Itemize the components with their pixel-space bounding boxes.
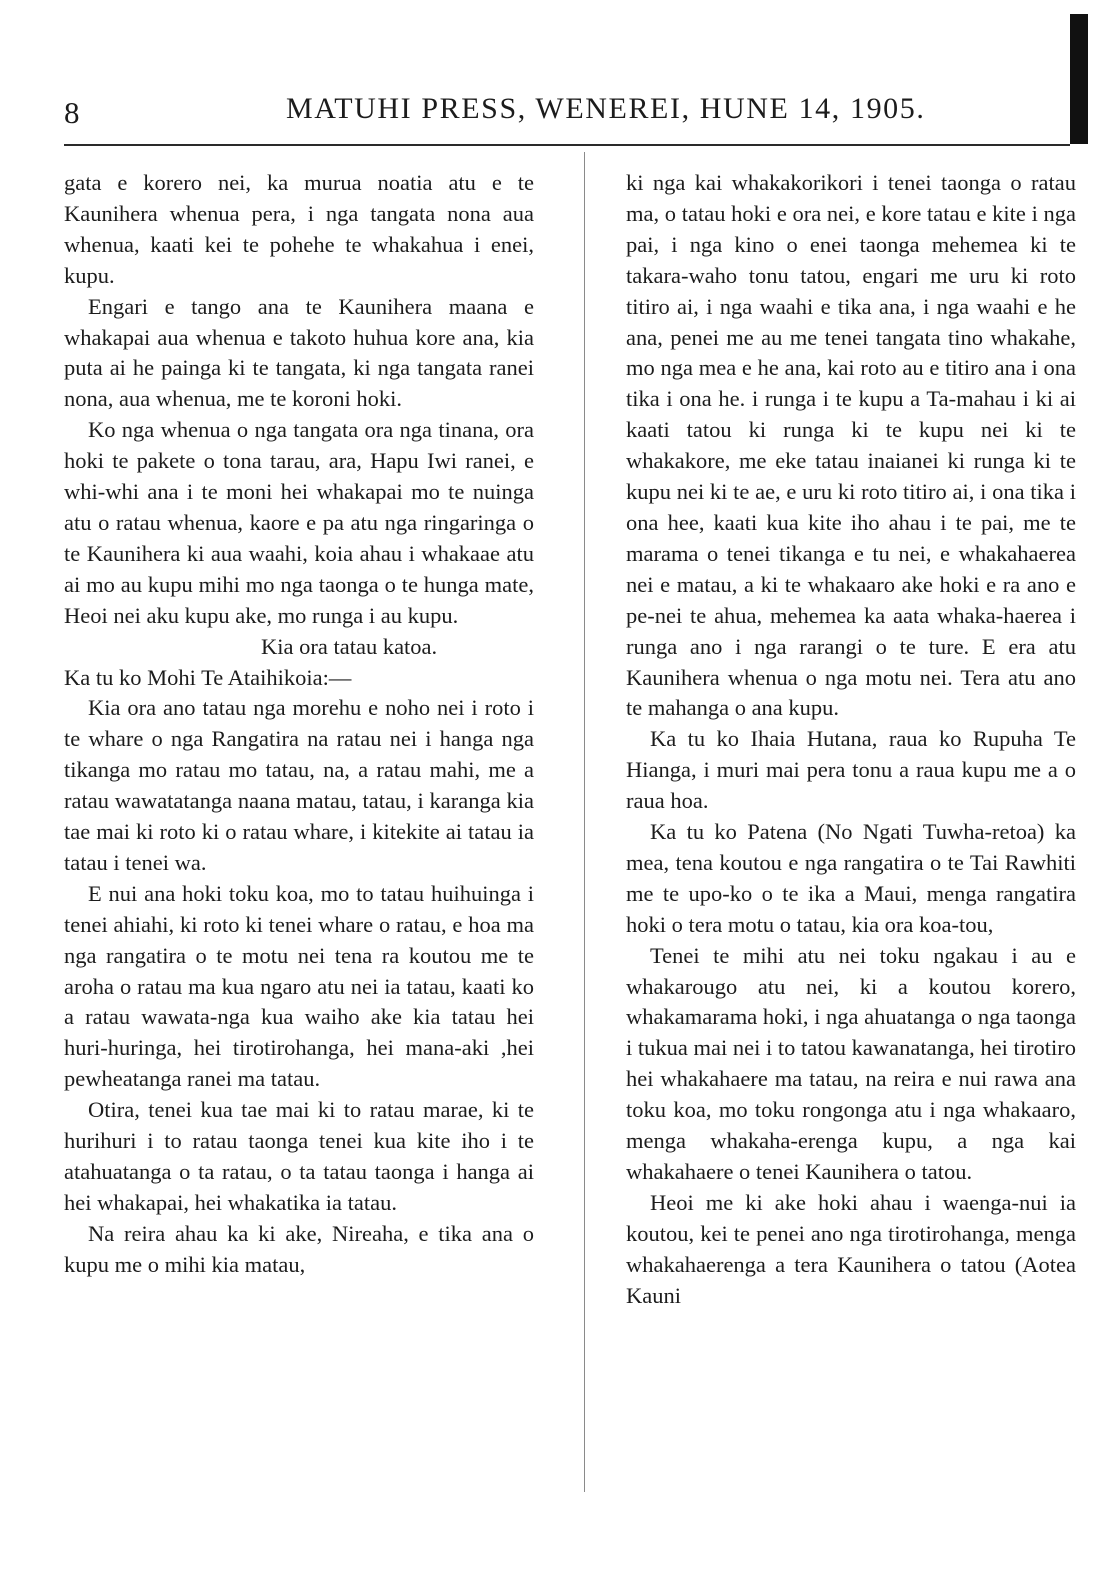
paragraph: Ko nga whenua o nga tangata ora nga tinana, ora hoki te pakete o tona tarau, ara, Hapu Iwi ranei, e whi-whi ana i te moni hei whakapai mo te nuinga atu o ratau whenua, kaore e pa atu nga ringaringa o te Kaunihera ki aua waahi, koia ahau i whakaae atu ai mo au kupu mihi mo nga taonga o te hunga mate, Heoi nei aku kupu ake, mo runga i au kupu. <box>64 417 534 628</box>
paragraph: Ka tu ko Ihaia Hutana, raua ko Rupuha Te Hianga, i muri mai pera tonu a raua kupu me a o raua hoa. <box>626 726 1076 814</box>
right-column <box>626 168 1076 1312</box>
scan-edge-mark <box>1070 14 1088 144</box>
signoff-line: Kia ora tatau katoa. <box>261 633 438 659</box>
paragraph: Tenei te mihi atu nei toku ngakau i au e whakarougo atu nei, ki a koutou korero, whakamarama hoki, i nga ahuatanga o nga taonga i tukua mai nei i to tatou kawanatanga, hei tirotiro hei whakahaere ma tatau, na reira e nui rawa ana toku koa, mo toku rongonga atu i nga whakaaro, menga whakaha-erenga kupu, a nga kai whakahaere o tenei Kaunihera o tatou. <box>626 942 1076 1184</box>
header-rule <box>64 144 1070 146</box>
paragraph: Ka tu ko Patena (No Ngati Tuwha-retoa) ka mea, tena koutou e nga rangatira o te Tai Rawhiti me te upo-ko o te ika a Maui, menga rangatira hoki o tera motu o tatau, kia ora koa-tou, <box>626 819 1076 937</box>
paragraph: Engari e tango ana te Kaunihera maana e whakapai aua whenua e takoto huhua kore ana, kia puta ai he painga ki te tangata, ki nga tangata ranei nona, aua whenua, me te koroni hoki. <box>64 293 534 412</box>
paragraph: E nui ana hoki toku koa, mo to tatau huihuinga i tenei ahiahi, ki roto ki tenei whare o ratau, e hoa ma nga rangatira o te motu nei tena ra koutou me te aroha o ratau ma kua ngaro atu nei ia tatau, kaati ko a ratau wawata-nga kua waiho ake kia tatau hei huri-huringa, hei tirotirohanga, hei mana-aki ,hei pewheatanga ranei ma tatau. <box>64 880 534 1092</box>
paragraph: Heoi me ki ake hoki ahau i waenga-nui ia koutou, kei te penei ano nga tirotirohanga, menga whakahaerenga a tera Kaunihera o tatou (Aotea Kauni <box>626 1189 1076 1308</box>
left-column <box>64 168 534 1281</box>
paragraph: Kia ora ano tatau nga morehu e noho nei i roto i te whare o nga Rangatira na ratau nei i hanga nga tikanga mo ratau mo tatau, na, a ratau mahi, me a ratau wawatatanga naana matau, tatau, i karanga kia tae mai ki roto ki o ratau whare, i kitekite ai tatau ia tatau i tenei wa. <box>64 695 534 875</box>
masthead: MATUHI PRESS, WENEREI, HUNE 14, 1905. <box>286 92 926 125</box>
column-divider <box>584 152 585 1492</box>
page-number: 8 <box>64 95 81 130</box>
paragraph: ki nga kai whakakorikori i tenei taonga o ratau ma, o tatau hoki e ora nei, e kore tatau e kite i nga pai, i nga kino o enei taonga mehemea ki te takara-waho tonu tatou, engari me uru ki roto titiro ai, i nga waahi e tika ana, i nga waahi e he ana, penei me au me tenei tangata tino whakahe, mo nga mea e he ana, kai roto au e titiro ana i ona tika i ona he. i runga i te kupu a Ta-mahau i ki ai kaati tatou ki runga ki te kupu nei ki te whakakore, me eke tatau inaianei ki runga ki te kupu nei ki te ae, e uru ki roto titiro ai, i ona tika i ona hee, kaati kua kite iho ahau i te pai, me te marama o tenei tikanga e tu nei, e whakahaerea nei e matau, a ki te whakaaro ake hoki e ra ano e pe-nei te ahua, mehemea ka aata whaka-haerea i runga ano i nga rarangi o te ture. E era atu Kaunihera whenua o nga motu nei. Tera atu ano te mahanga o ana kupu. <box>626 170 1076 721</box>
paragraph: Na reira ahau ka ki ake, Nireaha, e tika ana o kupu me o mihi kia matau, <box>64 1220 534 1277</box>
paragraph: gata e korero nei, ka murua noatia atu e te Kaunihera whenua pera, i nga tangata nona aua whenua, kaati kei te pohehe te whakahua i enei, kupu. <box>64 170 534 288</box>
paragraph: Otira, tenei kua tae mai ki to ratau marae, ki te hurihuri i to ratau taonga tenei kua kite iho i te atahuatanga o ta ratau, o ta tatau taonga i hanga ai hei whakapai, hei whakatika ia tatau. <box>64 1097 534 1215</box>
speaker-line: Ka tu ko Mohi Te Ataihikoia:— <box>64 664 352 690</box>
